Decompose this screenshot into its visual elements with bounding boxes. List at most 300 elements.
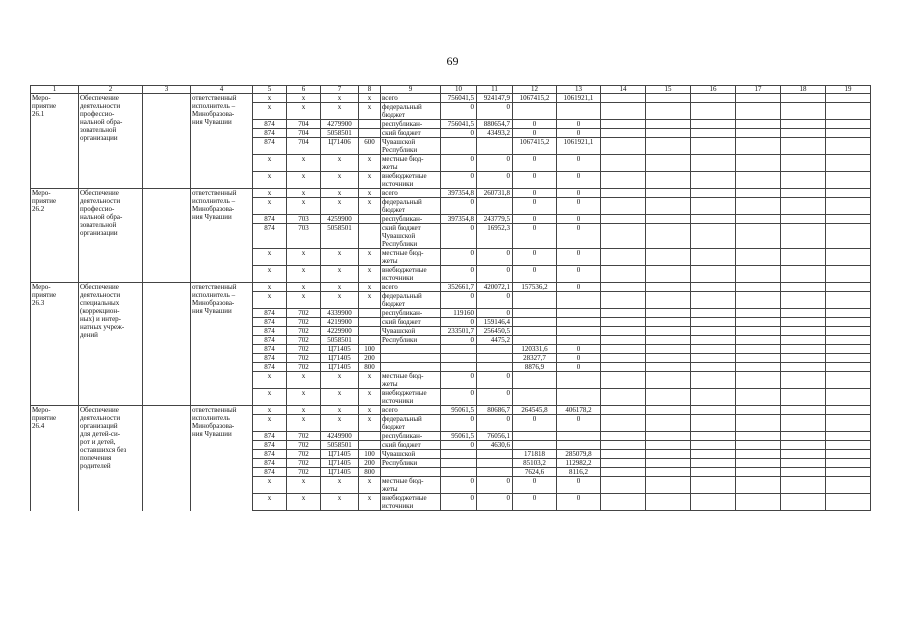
cell-c6: x xyxy=(287,198,321,215)
empty-cell xyxy=(781,266,826,283)
blank-cell xyxy=(143,189,191,283)
cell-c10 xyxy=(441,363,477,372)
cell-c13 xyxy=(557,432,601,441)
empty-cell xyxy=(736,309,781,318)
cell-c5: x xyxy=(253,389,287,406)
empty-cell xyxy=(601,354,646,363)
cell-c7: x xyxy=(321,155,359,172)
cell-c9: Республики xyxy=(381,459,441,468)
empty-cell xyxy=(826,441,871,450)
empty-cell xyxy=(736,215,781,224)
cell-c10: 0 xyxy=(441,494,477,511)
cell-c6: 702 xyxy=(287,432,321,441)
cell-c7: x xyxy=(321,477,359,494)
empty-cell xyxy=(826,266,871,283)
cell-c12 xyxy=(513,318,557,327)
cell-c11: 0 xyxy=(477,494,513,511)
cell-c5: 874 xyxy=(253,345,287,354)
empty-cell xyxy=(646,494,691,511)
cell-c10: 397354,8 xyxy=(441,215,477,224)
cell-c5: 874 xyxy=(253,120,287,129)
cell-c9: местные бюд- жеты xyxy=(381,155,441,172)
cell-c7: 4279900 xyxy=(321,120,359,129)
cell-c5: 874 xyxy=(253,138,287,155)
blank-cell xyxy=(143,283,191,406)
cell-c7: x xyxy=(321,494,359,511)
empty-cell xyxy=(736,292,781,309)
cell-c12: 8876,9 xyxy=(513,363,557,372)
cell-c5: x xyxy=(253,94,287,103)
empty-cell xyxy=(736,120,781,129)
cell-c7: x xyxy=(321,266,359,283)
empty-cell xyxy=(691,450,736,459)
cell-c5: x xyxy=(253,249,287,266)
empty-cell xyxy=(691,189,736,198)
empty-cell xyxy=(781,345,826,354)
cell-c5: x xyxy=(253,198,287,215)
cell-c8: 600 xyxy=(359,138,381,155)
empty-cell xyxy=(781,155,826,172)
cell-c13: 0 xyxy=(557,345,601,354)
cell-c10: 756041,5 xyxy=(441,94,477,103)
empty-cell xyxy=(601,441,646,450)
cell-c7: Ц71405 xyxy=(321,459,359,468)
cell-c7: x xyxy=(321,283,359,292)
cell-c9 xyxy=(381,468,441,477)
cell-c13 xyxy=(557,327,601,336)
empty-cell xyxy=(601,415,646,432)
empty-cell xyxy=(736,389,781,406)
empty-cell xyxy=(781,309,826,318)
cell-c10: 0 xyxy=(441,129,477,138)
column-header: 11 xyxy=(477,86,513,94)
cell-c6: 704 xyxy=(287,129,321,138)
cell-c12: 1067415,2 xyxy=(513,94,557,103)
cell-c5: x xyxy=(253,172,287,189)
column-header: 1 xyxy=(31,86,79,94)
cell-c11: 420072,1 xyxy=(477,283,513,292)
empty-cell xyxy=(736,318,781,327)
cell-c5: 874 xyxy=(253,318,287,327)
empty-cell xyxy=(646,389,691,406)
empty-cell xyxy=(826,363,871,372)
cell-c6: 704 xyxy=(287,138,321,155)
empty-cell xyxy=(601,406,646,415)
empty-cell xyxy=(736,477,781,494)
empty-cell xyxy=(826,292,871,309)
cell-c5: 874 xyxy=(253,336,287,345)
column-header: 17 xyxy=(736,86,781,94)
cell-c8: x xyxy=(359,155,381,172)
empty-cell xyxy=(691,459,736,468)
executor-cell: ответственный исполнитель Минобразова- ния Чувашии xyxy=(191,406,253,511)
empty-cell xyxy=(826,94,871,103)
empty-cell xyxy=(646,450,691,459)
empty-cell xyxy=(601,94,646,103)
table-row xyxy=(31,283,871,292)
cell-c13 xyxy=(557,389,601,406)
cell-c6: 702 xyxy=(287,327,321,336)
empty-cell xyxy=(646,120,691,129)
cell-c11: 0 xyxy=(477,389,513,406)
cell-c12: 264545,8 xyxy=(513,406,557,415)
empty-cell xyxy=(646,198,691,215)
empty-cell xyxy=(601,389,646,406)
empty-cell xyxy=(691,318,736,327)
cell-c9 xyxy=(381,363,441,372)
empty-cell xyxy=(646,441,691,450)
cell-c12: 157536,2 xyxy=(513,283,557,292)
cell-c6: 702 xyxy=(287,318,321,327)
executor-cell: ответственный исполнитель – Минобразова- ния Чувашии xyxy=(191,94,253,189)
empty-cell xyxy=(826,198,871,215)
cell-c9: всего xyxy=(381,189,441,198)
cell-c5: x xyxy=(253,283,287,292)
cell-c5: 874 xyxy=(253,432,287,441)
cell-c10 xyxy=(441,354,477,363)
empty-cell xyxy=(826,327,871,336)
cell-c13: 0 xyxy=(557,415,601,432)
empty-cell xyxy=(736,129,781,138)
page-number: 69 xyxy=(446,54,459,68)
cell-c11: 16952,3 xyxy=(477,224,513,249)
empty-cell xyxy=(601,372,646,389)
cell-c9: ский бюджет xyxy=(381,441,441,450)
header-row xyxy=(31,86,871,94)
cell-c12: 171818 xyxy=(513,450,557,459)
empty-cell xyxy=(826,372,871,389)
cell-c11 xyxy=(477,363,513,372)
empty-cell xyxy=(826,468,871,477)
empty-cell xyxy=(601,249,646,266)
cell-c6: 702 xyxy=(287,345,321,354)
empty-cell xyxy=(736,345,781,354)
cell-c7: Ц71405 xyxy=(321,468,359,477)
cell-c13: 0 xyxy=(557,189,601,198)
cell-c5: 874 xyxy=(253,459,287,468)
cell-c6: 702 xyxy=(287,441,321,450)
empty-cell xyxy=(736,354,781,363)
cell-c9: местные бюд- жеты xyxy=(381,372,441,389)
empty-cell xyxy=(601,198,646,215)
cell-c11: 0 xyxy=(477,415,513,432)
cell-c12: 28327,7 xyxy=(513,354,557,363)
cell-c10: 0 xyxy=(441,103,477,120)
cell-c10: 0 xyxy=(441,389,477,406)
cell-c9: внебюджетные источники xyxy=(381,266,441,283)
cell-c11: 76056,1 xyxy=(477,432,513,441)
cell-c12: 0 xyxy=(513,249,557,266)
cell-c12: 85103,2 xyxy=(513,459,557,468)
cell-c8: x xyxy=(359,406,381,415)
empty-cell xyxy=(601,138,646,155)
empty-cell xyxy=(781,389,826,406)
cell-c9: федеральный бюджет xyxy=(381,103,441,120)
cell-c6: x xyxy=(287,372,321,389)
column-header: 6 xyxy=(287,86,321,94)
cell-c6: x xyxy=(287,477,321,494)
executor-cell: ответственный исполнитель – Минобразова- ния Чувашии xyxy=(191,283,253,406)
empty-cell xyxy=(826,318,871,327)
cell-c9: федеральный бюджет xyxy=(381,292,441,309)
empty-cell xyxy=(601,172,646,189)
cell-c12: 0 xyxy=(513,155,557,172)
column-header: 13 xyxy=(557,86,601,94)
cell-c9: всего xyxy=(381,94,441,103)
empty-cell xyxy=(646,372,691,389)
cell-c11: 880654,7 xyxy=(477,120,513,129)
cell-c8 xyxy=(359,336,381,345)
empty-cell xyxy=(646,318,691,327)
empty-cell xyxy=(601,224,646,249)
cell-c10: 0 xyxy=(441,441,477,450)
cell-c8: x xyxy=(359,372,381,389)
empty-cell xyxy=(646,292,691,309)
cell-c12: 0 xyxy=(513,129,557,138)
empty-cell xyxy=(691,283,736,292)
cell-c10: 756041,5 xyxy=(441,120,477,129)
cell-c8 xyxy=(359,129,381,138)
empty-cell xyxy=(601,266,646,283)
cell-c8: x xyxy=(359,292,381,309)
cell-c8: x xyxy=(359,189,381,198)
cell-c9: республикан- xyxy=(381,215,441,224)
cell-c5: x xyxy=(253,155,287,172)
empty-cell xyxy=(646,345,691,354)
empty-cell xyxy=(646,129,691,138)
cell-c8: 800 xyxy=(359,363,381,372)
empty-cell xyxy=(646,266,691,283)
empty-cell xyxy=(781,318,826,327)
cell-c7: 5058501 xyxy=(321,336,359,345)
column-header: 16 xyxy=(691,86,736,94)
empty-cell xyxy=(601,155,646,172)
column-header: 10 xyxy=(441,86,477,94)
cell-c8 xyxy=(359,215,381,224)
cell-c5: 874 xyxy=(253,441,287,450)
cell-c7: x xyxy=(321,415,359,432)
cell-c6: x xyxy=(287,292,321,309)
empty-cell xyxy=(826,459,871,468)
cell-c10 xyxy=(441,450,477,459)
column-header: 2 xyxy=(79,86,143,94)
cell-c9 xyxy=(381,345,441,354)
empty-cell xyxy=(691,468,736,477)
empty-cell xyxy=(781,406,826,415)
cell-c12: 0 xyxy=(513,198,557,215)
empty-cell xyxy=(691,389,736,406)
cell-c5: 874 xyxy=(253,450,287,459)
empty-cell xyxy=(691,327,736,336)
empty-cell xyxy=(601,468,646,477)
cell-c7: 5058501 xyxy=(321,441,359,450)
cell-c9: федеральный бюджет xyxy=(381,415,441,432)
cell-c7: 4259900 xyxy=(321,215,359,224)
cell-c8: x xyxy=(359,198,381,215)
cell-c12: 0 xyxy=(513,266,557,283)
cell-c8: x xyxy=(359,172,381,189)
cell-c9: Чувашской xyxy=(381,327,441,336)
empty-cell xyxy=(736,224,781,249)
empty-cell xyxy=(781,283,826,292)
empty-cell xyxy=(601,318,646,327)
cell-c9: Чувашской xyxy=(381,450,441,459)
cell-c11: 0 xyxy=(477,155,513,172)
empty-cell xyxy=(691,249,736,266)
cell-c6: x xyxy=(287,249,321,266)
cell-c6: 702 xyxy=(287,363,321,372)
column-header: 15 xyxy=(646,86,691,94)
cell-c12: 0 xyxy=(513,172,557,189)
cell-c12 xyxy=(513,389,557,406)
column-header: 18 xyxy=(781,86,826,94)
cell-c7: x xyxy=(321,198,359,215)
executor-cell: ответственный исполнитель – Минобразова- ния Чувашии xyxy=(191,189,253,283)
empty-cell xyxy=(691,120,736,129)
cell-c9: федеральный бюджет xyxy=(381,198,441,215)
empty-cell xyxy=(826,283,871,292)
empty-cell xyxy=(781,198,826,215)
empty-cell xyxy=(736,249,781,266)
empty-cell xyxy=(826,406,871,415)
cell-c13 xyxy=(557,441,601,450)
cell-c12 xyxy=(513,336,557,345)
empty-cell xyxy=(826,138,871,155)
cell-c10: 0 xyxy=(441,336,477,345)
cell-c5: 874 xyxy=(253,215,287,224)
cell-c5: x xyxy=(253,266,287,283)
empty-cell xyxy=(781,415,826,432)
cell-c12: 0 xyxy=(513,494,557,511)
table-row xyxy=(31,94,871,103)
cell-c9: всего xyxy=(381,406,441,415)
cell-c12 xyxy=(513,372,557,389)
cell-c13 xyxy=(557,372,601,389)
empty-cell xyxy=(781,172,826,189)
cell-c8 xyxy=(359,309,381,318)
empty-cell xyxy=(736,155,781,172)
empty-cell xyxy=(646,103,691,120)
cell-c12 xyxy=(513,309,557,318)
cell-c8: x xyxy=(359,477,381,494)
cell-c6: x xyxy=(287,415,321,432)
cell-c10 xyxy=(441,459,477,468)
empty-cell xyxy=(601,494,646,511)
blank-cell xyxy=(143,406,191,511)
empty-cell xyxy=(601,189,646,198)
cell-c7: Ц71405 xyxy=(321,345,359,354)
cell-c5: 874 xyxy=(253,224,287,249)
empty-cell xyxy=(646,215,691,224)
cell-c11: 0 xyxy=(477,477,513,494)
cell-c10: 0 xyxy=(441,172,477,189)
empty-cell xyxy=(736,172,781,189)
cell-c13: 0 xyxy=(557,354,601,363)
empty-cell xyxy=(736,363,781,372)
cell-c7: x xyxy=(321,94,359,103)
cell-c7: x xyxy=(321,249,359,266)
empty-cell xyxy=(736,459,781,468)
cell-c6: x xyxy=(287,103,321,120)
empty-cell xyxy=(736,327,781,336)
cell-c6: x xyxy=(287,155,321,172)
empty-cell xyxy=(646,224,691,249)
empty-cell xyxy=(601,120,646,129)
cell-c9: местные бюд- жеты xyxy=(381,249,441,266)
column-header: 9 xyxy=(381,86,441,94)
cell-c11: 0 xyxy=(477,309,513,318)
cell-c8: x xyxy=(359,266,381,283)
cell-c9: ский бюджет xyxy=(381,318,441,327)
empty-cell xyxy=(781,432,826,441)
cell-c11 xyxy=(477,459,513,468)
cell-c6: x xyxy=(287,494,321,511)
cell-c5: x xyxy=(253,477,287,494)
empty-cell xyxy=(601,363,646,372)
cell-c12: 0 xyxy=(513,120,557,129)
cell-c6: x xyxy=(287,172,321,189)
column-header: 14 xyxy=(601,86,646,94)
cell-c13: 1061921,1 xyxy=(557,94,601,103)
cell-c12: 120331,6 xyxy=(513,345,557,354)
empty-cell xyxy=(646,138,691,155)
table-row xyxy=(31,189,871,198)
empty-cell xyxy=(826,494,871,511)
cell-c7: x xyxy=(321,189,359,198)
cell-c8: x xyxy=(359,103,381,120)
cell-c11 xyxy=(477,345,513,354)
cell-c9: внебюджетные источники xyxy=(381,389,441,406)
cell-c6: x xyxy=(287,94,321,103)
cell-c7: Ц71405 xyxy=(321,450,359,459)
blank-cell xyxy=(143,94,191,189)
empty-cell xyxy=(691,477,736,494)
empty-cell xyxy=(601,450,646,459)
empty-cell xyxy=(691,198,736,215)
empty-cell xyxy=(826,224,871,249)
cell-c11: 0 xyxy=(477,172,513,189)
cell-c13: 285079,8 xyxy=(557,450,601,459)
cell-c9: внебюджетные источники xyxy=(381,494,441,511)
cell-c13: 112982,2 xyxy=(557,459,601,468)
cell-c11: 4475,2 xyxy=(477,336,513,345)
empty-cell xyxy=(646,363,691,372)
empty-cell xyxy=(646,172,691,189)
empty-cell xyxy=(826,345,871,354)
cell-c7: x xyxy=(321,406,359,415)
empty-cell xyxy=(691,494,736,511)
empty-cell xyxy=(691,354,736,363)
cell-c7: x xyxy=(321,372,359,389)
cell-c12: 0 xyxy=(513,477,557,494)
cell-c8 xyxy=(359,318,381,327)
empty-cell xyxy=(826,336,871,345)
cell-c6: 702 xyxy=(287,450,321,459)
cell-c5: 874 xyxy=(253,468,287,477)
cell-c5: x xyxy=(253,292,287,309)
empty-cell xyxy=(601,336,646,345)
empty-cell xyxy=(601,283,646,292)
cell-c11 xyxy=(477,138,513,155)
cell-c11 xyxy=(477,450,513,459)
cell-c12: 0 xyxy=(513,215,557,224)
cell-c9: республикан- xyxy=(381,120,441,129)
empty-cell xyxy=(736,138,781,155)
empty-cell xyxy=(646,189,691,198)
empty-cell xyxy=(691,336,736,345)
cell-c9: ский бюджет Чувашской Республики xyxy=(381,224,441,249)
cell-c11 xyxy=(477,354,513,363)
